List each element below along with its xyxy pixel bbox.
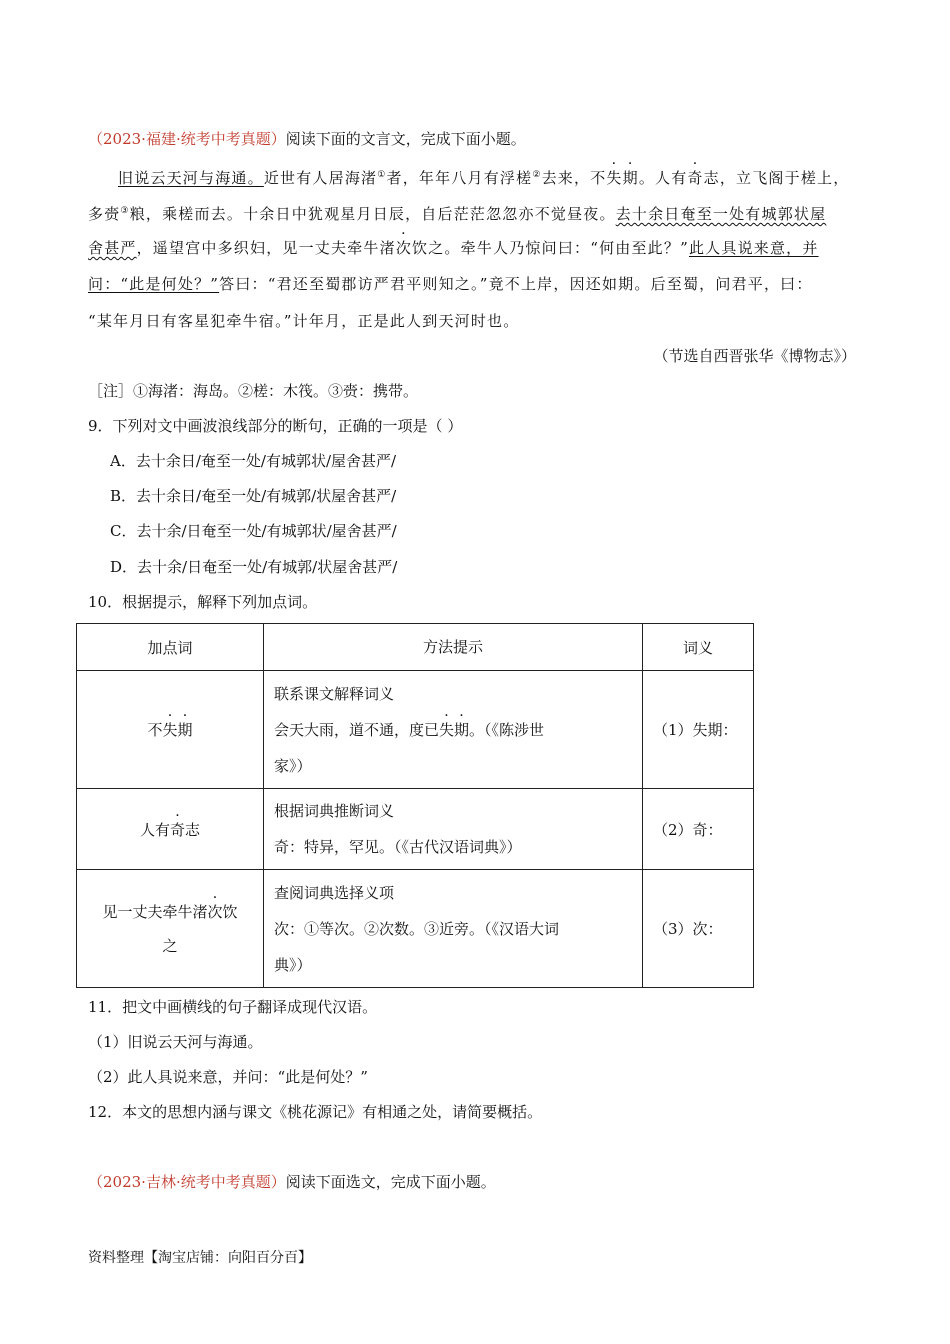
passage-line: “某年月日有客星犯牵牛宿。”计年月，正是此人到天河时也。 xyxy=(88,312,520,330)
wavy-underlined-text: 舍甚严 xyxy=(88,239,137,257)
dotted-word: 次 xyxy=(395,239,413,257)
instruction: 阅读下面的文言文，完成下面小题。 xyxy=(285,130,526,148)
source-tag: （2023·吉林·统考中考真题） xyxy=(88,1173,286,1191)
question-12-stem: 12．本文的思想内涵与课文《桃花源记》有相通之处，请简要概括。 xyxy=(88,1103,543,1121)
dotted-word: 期 xyxy=(454,720,470,739)
meaning-cell: （1）失期： xyxy=(643,671,754,789)
dotted-word: 奇 xyxy=(169,820,185,839)
question-11-sub1: （1）旧说云天河与海通。 xyxy=(88,1033,263,1051)
question-11-stem: 11．把文中画横线的句子翻译成现代汉语。 xyxy=(88,998,378,1016)
hint-cell: 根据词典推断词义 奇：特异，罕见。（《古代汉语词典》） xyxy=(264,789,643,870)
dotted-word: 失 xyxy=(439,720,455,739)
dotted-word: 奇 xyxy=(687,169,704,187)
option-a: A．去十余日/奄至一处/有城郭状/屋舍甚严/ xyxy=(110,452,397,470)
question-10-stem: 10．根据提示，解释下列加点词。 xyxy=(88,593,318,611)
table-row xyxy=(77,789,754,870)
hint-cell: 查阅词典选择义项 次：①等次。②次数。③近旁。（《汉语大词 典》） xyxy=(264,870,643,988)
footnote-marker: ③ xyxy=(120,206,130,216)
dotted-word: 期 xyxy=(622,169,639,187)
meaning-cell: （3）次： xyxy=(643,870,754,988)
option-c: C．去十余/日奄至一处/有城郭状/屋舍甚严/ xyxy=(110,522,397,540)
vocabulary-table xyxy=(76,623,754,988)
table-row xyxy=(77,870,754,988)
table-row xyxy=(77,671,754,789)
hint-cell: 联系课文解释词义 会天大雨，道不通，度已失期。（《陈涉世 家》） xyxy=(264,671,643,789)
dotted-word: 失 xyxy=(162,721,178,739)
passage-line: 问：“此是何处？”答曰：“君还至蜀郡访严君平则知之。”竟不上岸，因还如期。后至蜀，问君平，曰： xyxy=(88,275,813,293)
word-cell: 不失期 xyxy=(77,671,264,789)
underlined-sentence: 旧说云天河与海通。 xyxy=(118,169,264,187)
header-cell: 方法提示 xyxy=(264,624,643,671)
dotted-word: 次 xyxy=(207,902,223,921)
source-tag: （2023·福建·统考中考真题） xyxy=(88,130,286,148)
header-cell: 加点词 xyxy=(77,624,264,671)
question-11-sub2: （2）此人具说来意，并问：“此是何处？” xyxy=(88,1068,368,1086)
footnote-marker: ② xyxy=(532,170,542,180)
annotation-note: ［注］①海渚：海岛。②槎：木筏。③赍：携带。 xyxy=(88,382,419,400)
instruction: 阅读下面选文，完成下面小题。 xyxy=(285,1173,496,1191)
question-set-header xyxy=(88,128,526,150)
meaning-cell: （2）奇： xyxy=(643,789,754,870)
passage-line: 多赍③粮，乘槎而去。十余日中犹观星月日辰，自后茫茫忽忽亦不觉昼夜。去十余日奄至一处有城郭状屋 xyxy=(88,205,827,223)
dotted-word: 失 xyxy=(606,169,623,187)
table-header-row xyxy=(77,624,754,671)
word-cell: 人有奇志 xyxy=(77,789,264,870)
question-9-stem: 9．下列对文中画波浪线部分的断句，正确的一项是（ ） xyxy=(88,417,463,435)
option-d: D．去十余/日奄至一处/有城郭/状屋舍甚严/ xyxy=(110,558,398,576)
wavy-underlined-text: 去十余日奄至一处有城郭状屋 xyxy=(615,205,827,223)
citation: （节选自西晋张华《博物志》） xyxy=(653,347,856,365)
option-b: B．去十余日/奄至一处/有城郭/状屋舍甚严/ xyxy=(110,487,397,505)
page-footer: 资料整理【淘宝店铺：向阳百分百】 xyxy=(88,1250,312,1266)
footnote-marker: ① xyxy=(377,170,387,180)
dotted-word: 期 xyxy=(177,721,193,739)
word-cell: 见一丈夫牵牛渚次饮 之 xyxy=(77,870,264,988)
underlined-sentence: 问：“此是何处？” xyxy=(88,275,220,293)
header-cell: 词义 xyxy=(643,624,754,671)
question-set-header xyxy=(88,1171,496,1193)
passage-line: 旧说云天河与海通。近世有人居海渚①者，年年八月有浮槎②去来，不失期。人有奇志，立飞阁于槎上， xyxy=(118,169,850,187)
underlined-sentence: 此人具说来意，并 xyxy=(688,239,819,257)
passage-line: 舍甚严，遥望宫中多织妇，见一丈夫牵牛渚次饮之。牵牛人乃惊问曰：“何由至此？”此人具说来意，并 xyxy=(88,239,819,257)
